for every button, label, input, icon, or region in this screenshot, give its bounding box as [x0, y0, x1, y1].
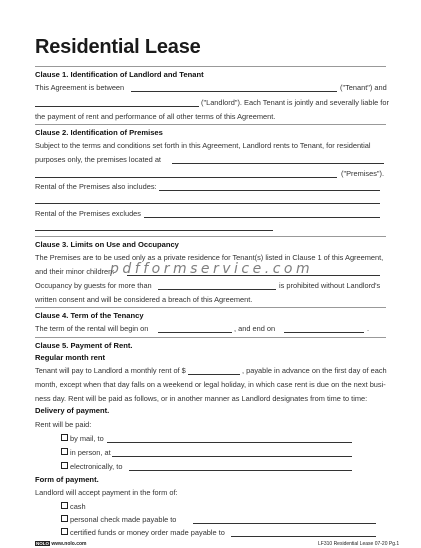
landlord-name-field[interactable]	[35, 106, 199, 107]
form-of-payment-subheading: Form of payment.	[35, 475, 99, 484]
clause2-text: Subject to the terms and conditions set forth in this Agreement, Landlord rents to Tenant, for residential	[35, 141, 371, 150]
clause4-text: The term of the rental will begin on	[35, 324, 149, 333]
includes-field-2[interactable]	[35, 203, 380, 204]
section-divider	[35, 236, 386, 237]
electronically-checkbox[interactable]	[61, 462, 68, 469]
clause4-text: , and end on	[234, 324, 276, 333]
tenant-name-field[interactable]	[131, 91, 337, 92]
footer-brand	[35, 541, 86, 547]
clause3-heading: Clause 3. Limits on Use and Occupancy	[35, 240, 179, 249]
clause5-text: , payable in advance on the first day of each	[242, 366, 387, 375]
clause5-text: ness day. Rent will be paid as follows, or in another manner as Landlord designates from time to time:	[35, 394, 368, 403]
form-option-label: personal check made payable to	[70, 515, 177, 524]
clause2-text: Rental of the Premises excludes	[35, 209, 141, 218]
delivery-option-label: by mail, to	[70, 434, 104, 443]
clause1-text: the payment of rent and performance of all other terms of this Agreement.	[35, 112, 276, 121]
excludes-field[interactable]	[144, 217, 380, 218]
premises-address-field-2[interactable]	[35, 177, 337, 178]
section-divider	[35, 124, 386, 125]
clause5-text: Rent will be paid:	[35, 420, 92, 429]
clause5-text: Landlord will accept payment in the form of:	[35, 488, 178, 497]
in-person-address-field[interactable]	[112, 456, 352, 457]
clause2-text: Rental of the Premises also includes:	[35, 182, 157, 191]
start-date-field[interactable]	[158, 332, 232, 333]
clause3-text: and their minor children:	[35, 267, 115, 276]
clause5-text: month, except when that day falls on a weekend or legal holiday, in which case rent is due on the next busi-	[35, 380, 386, 389]
personal-check-checkbox[interactable]	[61, 515, 68, 522]
delivery-subheading: Delivery of payment.	[35, 406, 110, 415]
form-option-label: cash	[70, 502, 86, 511]
regular-rent-subheading: Regular month rent	[35, 353, 106, 362]
clause4-heading: Clause 4. Term of the Tenancy	[35, 311, 144, 320]
clause1-heading: Clause 1. Identification of Landlord and Tenant	[35, 70, 204, 79]
clause2-text: ("Premises").	[341, 169, 385, 178]
excludes-field-2[interactable]	[35, 230, 273, 231]
cash-checkbox[interactable]	[61, 502, 68, 509]
includes-field[interactable]	[159, 190, 380, 191]
clause3-text: Occupancy by guests for more than	[35, 281, 152, 290]
form-option-label: certified funds or money order made payable to	[70, 528, 225, 537]
check-payee-field[interactable]	[193, 523, 376, 524]
certified-funds-checkbox[interactable]	[61, 528, 68, 535]
guest-days-field[interactable]	[158, 289, 276, 290]
clause3-text: written consent and will be considered a breach of this Agreement.	[35, 295, 253, 304]
electronic-account-field[interactable]	[129, 470, 352, 471]
clause1-text: This Agreement is between	[35, 83, 125, 92]
mail-address-field[interactable]	[107, 442, 352, 443]
watermark: pdfformservice.com	[110, 261, 314, 277]
footer-site: www.nolo.com	[51, 541, 87, 547]
clause3-text: is prohibited without Landlord's	[279, 281, 381, 290]
money-order-payee-field[interactable]	[231, 536, 376, 537]
section-divider	[35, 66, 386, 67]
section-divider	[35, 307, 386, 308]
footer-form-id: LF310 Residential Lease 07-20 Pg.1	[318, 541, 400, 547]
by-mail-checkbox[interactable]	[61, 434, 68, 441]
nolo-logo: NOLO	[36, 541, 49, 546]
clause2-text: purposes only, the premises located at	[35, 155, 161, 164]
end-date-field[interactable]	[284, 332, 364, 333]
clause5-heading: Clause 5. Payment of Rent.	[35, 341, 133, 350]
clause3-text: The Premises are to be used only as a private residence for Tenant(s) listed in Clause 1 of this Agreement,	[35, 253, 384, 262]
period: .	[367, 324, 370, 333]
clause2-heading: Clause 2. Identification of Premises	[35, 128, 163, 137]
clause1-text: ("Tenant") and	[340, 83, 387, 92]
clause5-text: Tenant will pay to Landlord a monthly rent of $	[35, 366, 186, 375]
section-divider	[35, 337, 386, 338]
premises-address-field[interactable]	[172, 163, 384, 164]
delivery-option-label: electronically, to	[70, 462, 123, 471]
clause1-text: ("Landlord"). Each Tenant is jointly and severally liable for	[201, 98, 389, 107]
delivery-option-label: in person, at	[70, 448, 111, 457]
in-person-checkbox[interactable]	[61, 448, 68, 455]
page-title: Residential Lease	[35, 36, 201, 58]
monthly-rent-field[interactable]	[188, 374, 240, 375]
